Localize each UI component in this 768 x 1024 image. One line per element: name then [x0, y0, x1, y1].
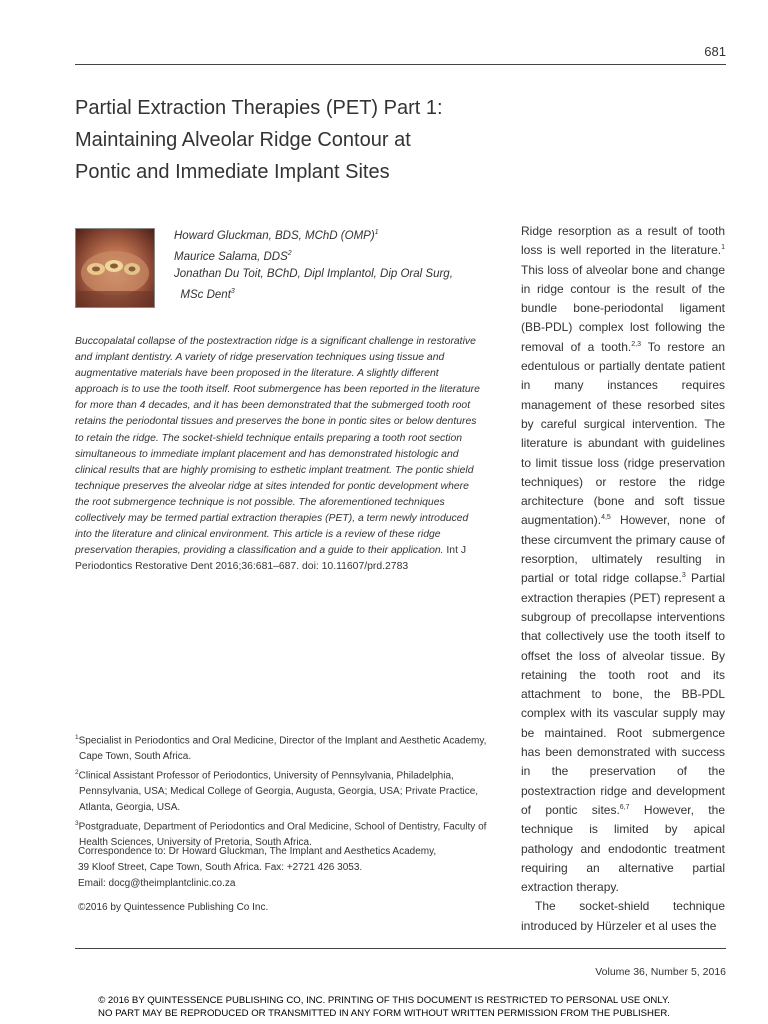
author: Howard Gluckman, BDS, MChD (OMP)$^1$ — [174, 229, 379, 242]
correspondence-line: Correspondence to: Dr Howard Gluckman, The Implant and Aesthetics Academy, — [78, 846, 437, 857]
volume-info: Volume 36, Number 5, 2016 — [595, 966, 726, 978]
clinical-photo-graphic — [76, 229, 154, 307]
copyright-notice — [0, 994, 768, 1020]
correspondence — [78, 844, 498, 891]
copyright: ©2016 by Quintessence Publishing Co Inc. — [78, 902, 269, 913]
title-line: Pontic and Immediate Implant Sites — [75, 161, 390, 183]
notice-line: © 2016 BY QUINTESSENCE PUBLISHING CO, INC. PRINTING OF THIS DOCUMENT IS RESTRICTED TO PERSONAL USE ONLY. — [98, 995, 670, 1006]
body-paragraph: The socket-shield technique introduced by Hürzeler et al uses the — [521, 899, 725, 933]
affiliation: $^3$Postgraduate, Department of Periodontics and Oral Medicine, School of Dentistry, Faculty of Health Sciences, University of Pretoria, South Africa. — [75, 819, 487, 848]
page-number: 681 — [704, 44, 726, 59]
clinical-photo-thumbnail — [75, 228, 155, 308]
author: Jonathan Du Toit, BChD, Dipl Implantol, Dip Oral Surg, — [174, 267, 453, 280]
correspondence-email[interactable]: Email: docg@theimplantclinic.co.za — [78, 877, 236, 889]
body-paragraph: Ridge resorption as a result of tooth loss is well reported in the literature.$^1$ This loss of alveolar bone and change in ridge contour is the result of the bundle bone-periodontal ligament (BB-PDL) complex lost following the removal of a tooth.$^{2,3}$ To restore an edentulous or partially dentate patient in many instances requires management of these resorbed sites by careful surgical intervention. The literature is abundant with guidelines to limit tissue loss (ridge preservation techniques) or restore the ridge architecture (bone and soft tissue augmentation).$^{4,5}$ However, none of these circumvent the primary cause of resorption, ultimately resulting in partial or total ridge collapse.$^3$ Partial extraction therapies (PET) represent a subgroup of precollapse interventions that collectively use the tooth itself to offset the loss of alveolar tissue. By retaining the tooth root and its attachment to bone, the BB-PDL complex with its vascular supply may be maintained. Root submergence has been demonstrated with success in the preservation of the postextraction ridge and development of pontic sites.$^{6,7}$ However, the technique is limited by apical pathology and endodontic treatment requiring an alternative partial extraction therapy. — [521, 224, 725, 895]
author-list — [174, 224, 504, 303]
bottom-rule — [75, 948, 726, 949]
correspondence-line: 39 Kloof Street, Cape Town, South Africa. Fax: +2721 426 3053. — [78, 861, 363, 873]
author: MSc Dent$^3$ — [177, 287, 235, 301]
citation-ref: 1 — [721, 244, 725, 252]
citation-ref: 2,3 — [631, 340, 641, 348]
affiliation: $^2$Clinical Assistant Professor of Periodontics, University of Pennsylvania, Philadelphia, Pennsylvania, USA; Medical College of Georgia, Augusta, Georgia, USA; Private Practice, Atlanta, Georgia, USA. — [75, 768, 479, 813]
author: Maurice Salama, DDS$^2$ — [174, 249, 292, 263]
title-line: Maintaining Alveolar Ridge Contour at — [75, 129, 411, 151]
body-text-column — [521, 222, 725, 936]
abstract-citation: Int J Periodontics Restorative Dent 2016;36:681–687. doi: 10.11607/prd.2783 — [75, 545, 467, 573]
title-line: Partial Extraction Therapies (PET) Part 1: — [75, 97, 443, 119]
abstract — [75, 334, 480, 575]
top-rule — [75, 64, 726, 65]
notice-line: NO PART MAY BE REPRODUCED OR TRANSMITTED IN ANY FORM WITHOUT WRITTEN PERMISSION FROM THE PUBLISHER. — [98, 1008, 670, 1019]
abstract-text: Buccopalatal collapse of the postextraction ridge is a significant challenge in restorative and implant dentistry. A variety of ridge preservation techniques using tissue and augmentative materials have been proposed in the literature. A slightly different approach is to use the tooth itself. Root submergence has been reported in the literature for more than 4 decades, and it has been demonstrated that the submerged tooth root retains the periodontal tissues and preserves the bone in pontic sites or below dentures to retain the ridge. The socket-shield technique entails preparing a tooth root section simultaneous to immediate implant placement and has demonstrated histologic and clinical results that are highly promising to esthetic implant treatment. The pontic shield technique preserves the alveolar ridge at sites intended for pontic development where the root submergence technique is not possible. The aforementioned techniques collectively may be termed partial extraction therapies (PET), a term newly introduced into the literature and clinical environment. This article is a review of these ridge preservation therapies, providing a classification and a guide to their application. — [75, 336, 480, 557]
affiliations — [75, 730, 495, 851]
citation-ref: 4,5 — [601, 514, 611, 522]
affiliation: $^1$Specialist in Periodontics and Oral Medicine, Director of the Implant and Aesthetic Academy, Cape Town, South Africa. — [75, 734, 487, 763]
citation-ref: 3 — [681, 572, 686, 580]
article-title — [75, 92, 635, 188]
citation-ref: 6,7 — [619, 803, 630, 811]
